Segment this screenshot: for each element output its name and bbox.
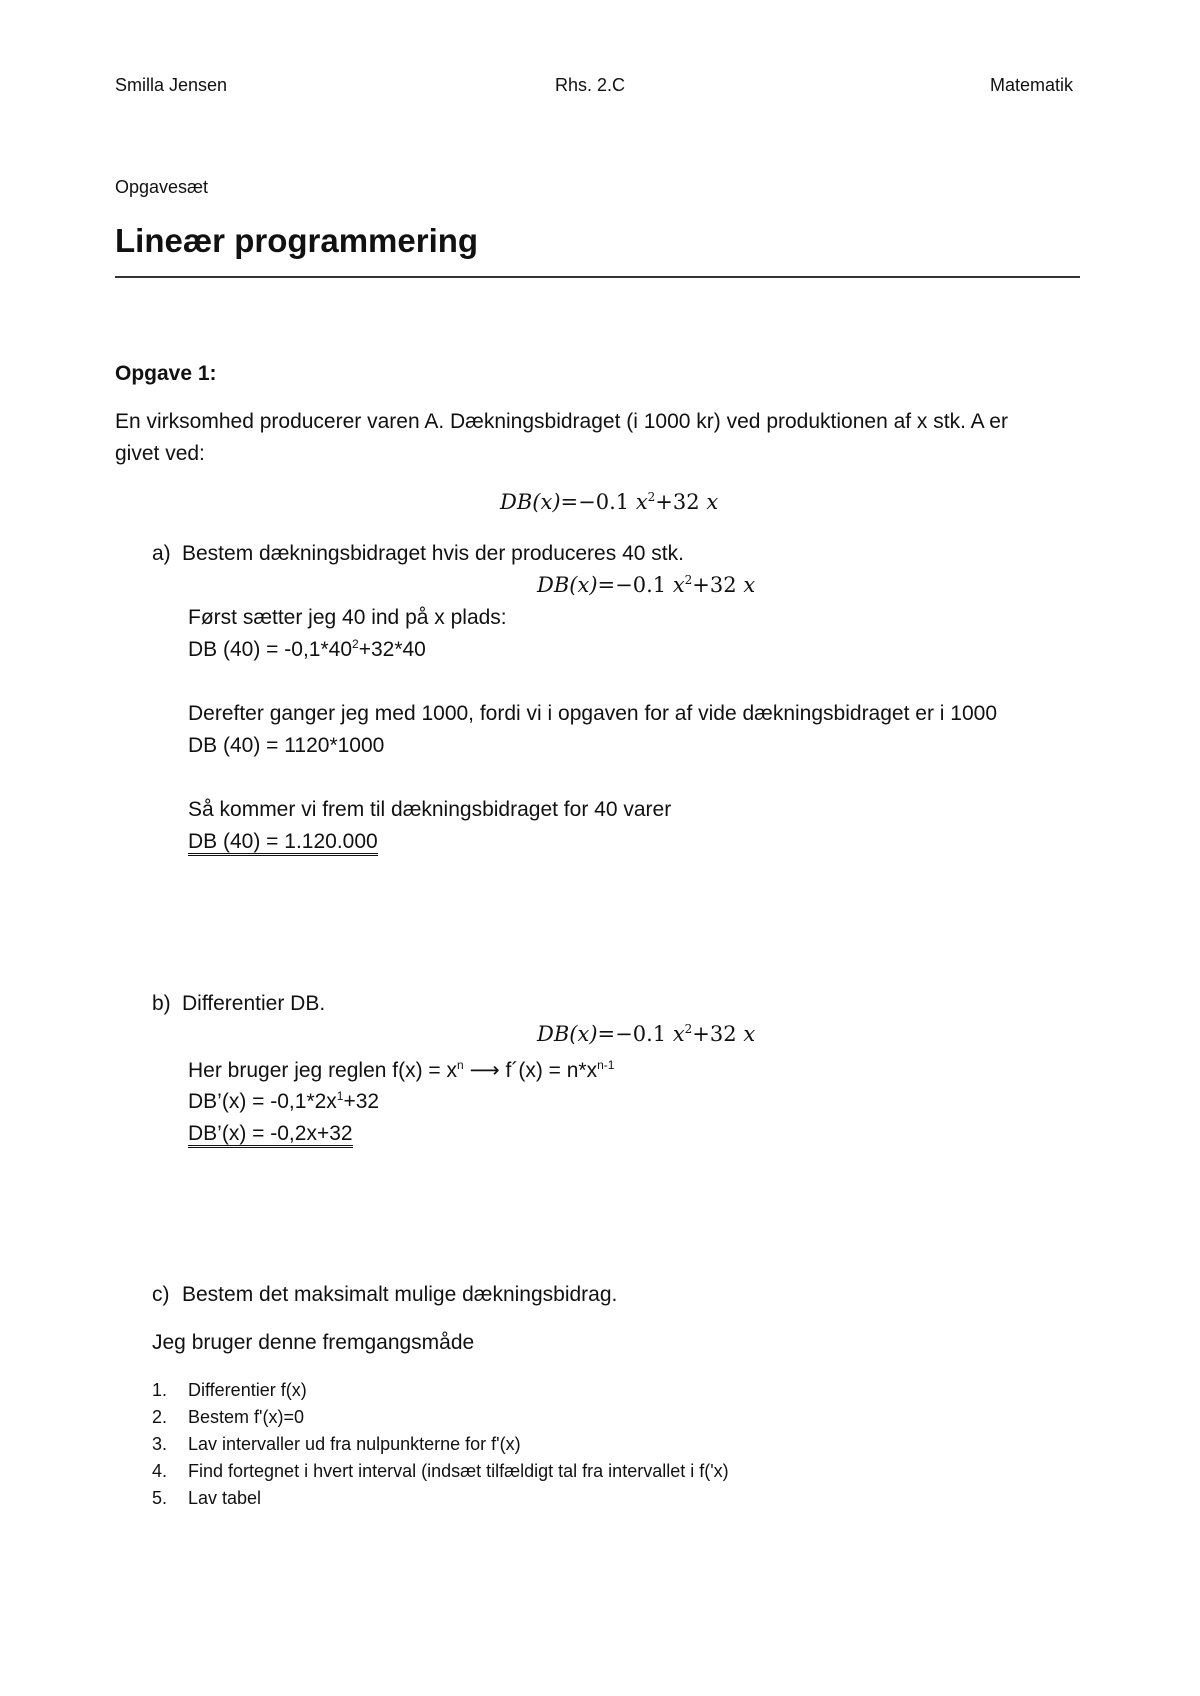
part-c-method: Jeg bruger denne fremgangsmåde: [152, 1331, 475, 1354]
document-title: Lineær programmering: [115, 222, 479, 259]
part-a-line-1: Først sætter jeg 40 ind på x plads:: [188, 606, 507, 629]
step-list-item: 5. Lav tabel: [152, 1488, 262, 1508]
part-a-answer: DB (40) = 1.120.000: [188, 830, 378, 854]
part-a-line-5: Så kommer vi frem til dækningsbidraget for 40 varer: [188, 798, 672, 821]
part-b-question: b) Differentier DB.: [152, 992, 326, 1015]
part-a-line-2: DB $(40) = -0,1*40^2+32*40$: [188, 637, 426, 661]
part-a-line-4: DB (40) = 1120*1000: [188, 734, 385, 757]
header-subject: Matematik: [990, 75, 1074, 95]
formula-part-b: DB(x)=−0.1 $x^2+32$ x: [537, 1022, 756, 1046]
title-divider: [115, 276, 1080, 278]
part-b-marker: b): [152, 992, 171, 1015]
part-b-answer: DB’(x) = -0,2x+32: [188, 1122, 353, 1146]
header-author: Smilla Jensen: [115, 75, 228, 95]
part-a-marker: a): [152, 542, 171, 565]
part-b-line-1: DB’(x) = $-0,1*2x^1+32$: [188, 1089, 380, 1113]
step-list-item: 4. Find fortegnet i hvert interval (indsæt tilfældigt tal fra intervallet i f('x): [152, 1461, 729, 1481]
formula-main: DB(x)=−0.1 $x^2+32$ x: [500, 490, 719, 514]
document-kind: Opgavesæt: [115, 177, 209, 197]
step-list-item: 1. Differentier f(x): [152, 1380, 307, 1400]
part-a-question: a) Bestem dækningsbidraget hvis der produceres 40 stk.: [152, 542, 684, 565]
step-list-item: 3. Lav intervaller ud fra nulpunkterne for f'(x): [152, 1434, 521, 1454]
section-heading: Opgave 1:: [115, 362, 217, 385]
step-list-item: 2. Bestem f'(x)=0: [152, 1407, 304, 1427]
intro-line-2: givet ved:: [115, 442, 205, 465]
intro-line-1: En virksomhed producerer varen A. Dækningsbidraget (i 1000 kr) ved produktionen af x stk. A er: [115, 410, 1008, 433]
part-c-question: c) Bestem det maksimalt mulige dækningsbidrag.: [152, 1283, 618, 1306]
part-c-marker: c): [152, 1283, 170, 1306]
formula-part-a: DB(x)=−0.1 $x^2+32$ x: [537, 573, 756, 597]
header-class: Rhs. 2.C: [555, 75, 626, 95]
part-b-rule: Her bruger jeg reglen $f(x) = x^n$ ⟶ f´(x) = $n*x^{n-1}$: [188, 1058, 615, 1082]
part-a-line-3: Derefter ganger jeg med 1000, fordi vi i opgaven for af vide dækningsbidraget er i 1000: [188, 702, 997, 725]
